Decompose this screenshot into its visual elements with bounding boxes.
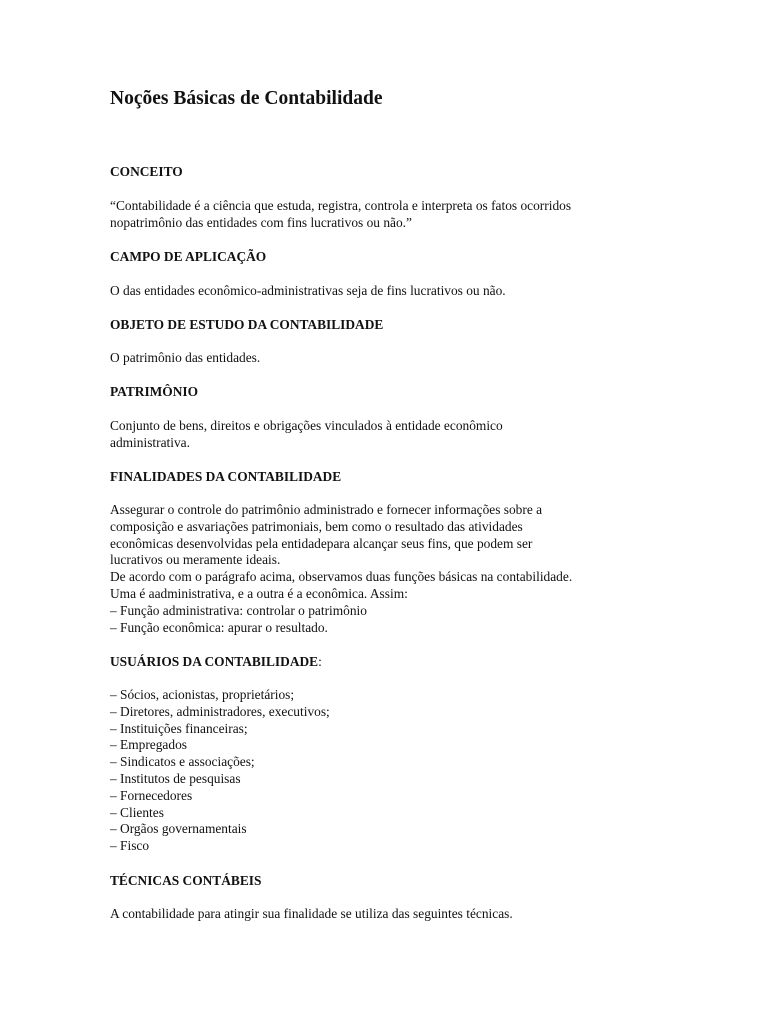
list-item: – Fisco — [110, 838, 150, 854]
text-line: Assegurar o controle do patrimônio administrado e fornecer informações sobre a — [110, 502, 543, 517]
paragraph-patrimonio — [110, 418, 650, 452]
list-item: – Sócios, acionistas, proprietários; — [110, 687, 295, 702]
text-line: “Contabilidade é a ciência que estuda, registra, controla e interpreta os fatos ocorridos — [110, 198, 572, 213]
section-tecnicas — [110, 872, 650, 889]
section-finalidades — [110, 468, 650, 485]
list-item: – Clientes — [110, 804, 164, 820]
list-item: – Sindicatos e associações; — [110, 754, 255, 770]
section-usuarios — [110, 653, 650, 670]
text-line: Uma é aadministrativa, e a outra é a econômica. Assim: — [110, 585, 408, 601]
heading-finalidades: FINALIDADES DA CONTABILIDADE — [110, 469, 342, 484]
paragraph-campo — [110, 283, 650, 300]
list-item: – Diretores, administradores, executivos; — [110, 703, 330, 719]
list-item: – Empregados — [110, 737, 187, 753]
section-conceito — [110, 163, 650, 180]
document-title: Noções Básicas de Contabilidade — [110, 88, 383, 109]
list-item: – Instituições financeiras; — [110, 720, 248, 736]
heading-conceito: CONCEITO — [110, 164, 183, 179]
text-line: composição e asvariações patrimoniais, bem como o resultado das atividades — [110, 518, 523, 534]
heading-usuarios-text: USUÁRIOS DA CONTABILIDADE — [110, 654, 319, 669]
section-patrimonio — [110, 383, 650, 400]
paragraph-objeto — [110, 350, 650, 367]
heading-usuarios-colon: : — [318, 654, 322, 669]
text-line: nopatrimônio das entidades com fins lucrativos ou não.” — [110, 214, 412, 230]
text-line: econômicas desenvolvidas pela entidadepara alcançar seus fins, que podem ser — [110, 535, 533, 551]
text-line: – Função econômica: apurar o resultado. — [110, 619, 328, 635]
section-campo — [110, 248, 650, 265]
text-line: De acordo com o parágrafo acima, observamos duas funções básicas na contabilidade. — [110, 569, 573, 585]
heading-objeto: OBJETO DE ESTUDO DA CONTABILIDADE — [110, 317, 384, 332]
paragraph-tecnicas — [110, 906, 650, 923]
text-line: administrativa. — [110, 434, 190, 450]
section-objeto — [110, 316, 650, 333]
heading-campo-aplicacao: CAMPO DE APLICAÇÃO — [110, 249, 267, 264]
text-line: O patrimônio das entidades. — [110, 350, 261, 365]
paragraph-conceito — [110, 198, 650, 232]
heading-patrimonio: PATRIMÔNIO — [110, 384, 199, 399]
list-item: – Fornecedores — [110, 787, 193, 803]
text-line: Conjunto de bens, direitos e obrigações vinculados à entidade econômico — [110, 418, 503, 433]
heading-usuarios — [110, 653, 650, 670]
paragraph-finalidades — [110, 502, 650, 636]
text-line: O das entidades econômico-administrativas seja de fins lucrativos ou não. — [110, 283, 506, 298]
heading-tecnicas: TÉCNICAS CONTÁBEIS — [110, 873, 262, 888]
text-line: – Função administrativa: controlar o patrimônio — [110, 602, 367, 618]
list-item: – Orgãos governamentais — [110, 821, 247, 837]
list-usuarios — [110, 687, 650, 855]
text-line: lucrativos ou meramente ideais. — [110, 552, 281, 568]
list-item: – Institutos de pesquisas — [110, 770, 241, 786]
text-line: A contabilidade para atingir sua finalidade se utiliza das seguintes técnicas. — [110, 906, 513, 921]
